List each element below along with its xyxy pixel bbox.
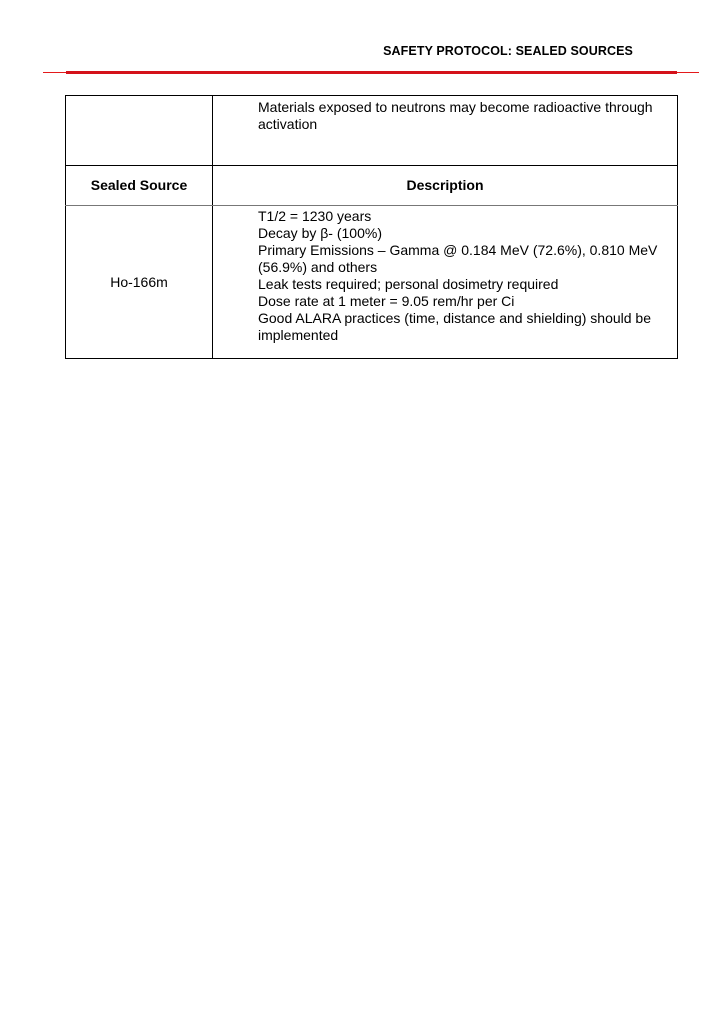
table-row-continuation [66, 96, 678, 166]
column-header-sealed-source: Sealed Source [66, 166, 213, 206]
alara-practices-line: Good ALARA practices (time, distance and shielding) should be implemented [258, 310, 652, 343]
column-header-description: Description [213, 166, 678, 206]
sealed-sources-table [65, 95, 678, 359]
dose-rate-line: Dose rate at 1 meter = 9.05 rem/hr per Ci [258, 293, 515, 309]
leak-tests-line: Leak tests required; personal dosimetry required [258, 276, 559, 292]
continuation-description: Materials exposed to neutrons may become radioactive through activation [213, 96, 678, 166]
source-description [213, 206, 678, 359]
half-life-line: T1/2 = 1230 years [258, 208, 372, 224]
table-cell-empty [66, 96, 213, 166]
table-header-row [66, 166, 678, 206]
primary-emissions-line: Primary Emissions – Gamma @ 0.184 MeV (72.6%), 0.810 MeV (56.9%) and others [258, 242, 658, 275]
decay-mode-line: Decay by β- (100%) [258, 225, 382, 241]
source-name: Ho-166m [66, 206, 213, 359]
header-rule-thick [66, 71, 677, 74]
header-title: SAFETY PROTOCOL: SEALED SOURCES [383, 44, 633, 58]
table-row [66, 206, 678, 359]
